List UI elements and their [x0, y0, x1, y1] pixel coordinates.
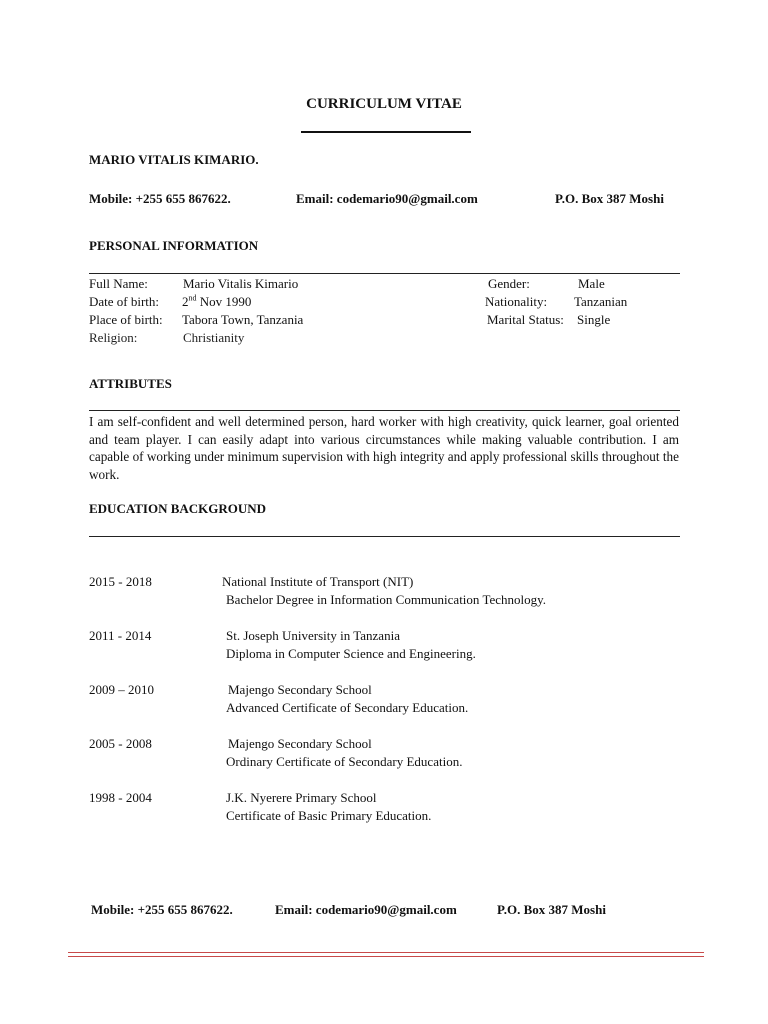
religion-value: Christianity: [183, 330, 245, 345]
education-institution: St. Joseph University in Tanzania: [226, 628, 400, 643]
education-award: Bachelor Degree in Information Communication Technology.: [226, 592, 547, 607]
footer-pobox: P.O. Box 387 Moshi: [497, 902, 606, 917]
attributes-heading: ATTRIBUTES: [89, 376, 172, 391]
education-years: 2015 - 2018: [89, 574, 152, 589]
education-award: Diploma in Computer Science and Engineering.: [226, 646, 476, 661]
title-underline: [301, 131, 471, 133]
contact-pobox: P.O. Box 387 Moshi: [555, 191, 664, 206]
pob-value: Tabora Town, Tanzania: [182, 312, 304, 327]
education-institution: Majengo Secondary School: [228, 736, 372, 751]
education-institution: Majengo Secondary School: [228, 682, 372, 697]
education-heading: EDUCATION BACKGROUND: [89, 501, 267, 516]
gender-value: Male: [578, 276, 605, 291]
dob-day: 2: [182, 294, 189, 309]
nationality-value: Tanzanian: [574, 294, 628, 309]
marital-value: Single: [577, 312, 611, 327]
dob-value: [182, 294, 251, 310]
contact-email: Email: codemario90@gmail.com: [296, 191, 478, 206]
footer-rule-bottom: [68, 956, 704, 957]
attributes-paragraph: I am self-confident and well determined person, hard worker with high creativity, quick learner, goal oriented and team player. I can easily adapt into various circumstances while making valuable contribution. I am capable of working under minimum supervision with high integrity and apply professional skills throughout the work.: [89, 414, 679, 482]
dob-rest: Nov 1990: [199, 294, 252, 309]
footer-rule-top: [68, 952, 704, 953]
contact-mobile: Mobile: +255 655 867622.: [89, 191, 231, 206]
religion-label: Religion:: [89, 330, 138, 345]
dob-label: Date of birth:: [89, 294, 160, 309]
education-institution: J.K. Nyerere Primary School: [226, 790, 377, 805]
personal-info-heading: PERSONAL INFORMATION: [89, 238, 259, 253]
education-years: 2011 - 2014: [89, 628, 152, 643]
education-divider: [89, 536, 680, 537]
education-institution: National Institute of Transport (NIT): [222, 574, 414, 589]
footer-email: Email: codemario90@gmail.com: [275, 902, 457, 917]
attributes-divider: [89, 410, 680, 411]
education-award: Certificate of Basic Primary Education.: [226, 808, 432, 823]
education-years: 2009 – 2010: [89, 682, 154, 697]
education-award: Advanced Certificate of Secondary Education.: [226, 700, 469, 715]
candidate-name: MARIO VITALIS KIMARIO.: [89, 152, 259, 167]
pob-label: Place of birth:: [89, 312, 163, 327]
personal-info-divider: [89, 273, 680, 274]
document-title: CURRICULUM VITAE: [306, 96, 462, 112]
footer-mobile: Mobile: +255 655 867622.: [91, 902, 233, 917]
gender-label: Gender:: [488, 276, 530, 291]
education-years: 2005 - 2008: [89, 736, 152, 751]
education-award: Ordinary Certificate of Secondary Education.: [226, 754, 463, 769]
dob-suffix: nd: [188, 293, 197, 303]
full-name-label: Full Name:: [89, 276, 148, 291]
education-years: 1998 - 2004: [89, 790, 152, 805]
full-name-value: Mario Vitalis Kimario: [183, 276, 299, 291]
nationality-label: Nationality:: [485, 294, 548, 309]
marital-label: Marital Status:: [487, 312, 564, 327]
